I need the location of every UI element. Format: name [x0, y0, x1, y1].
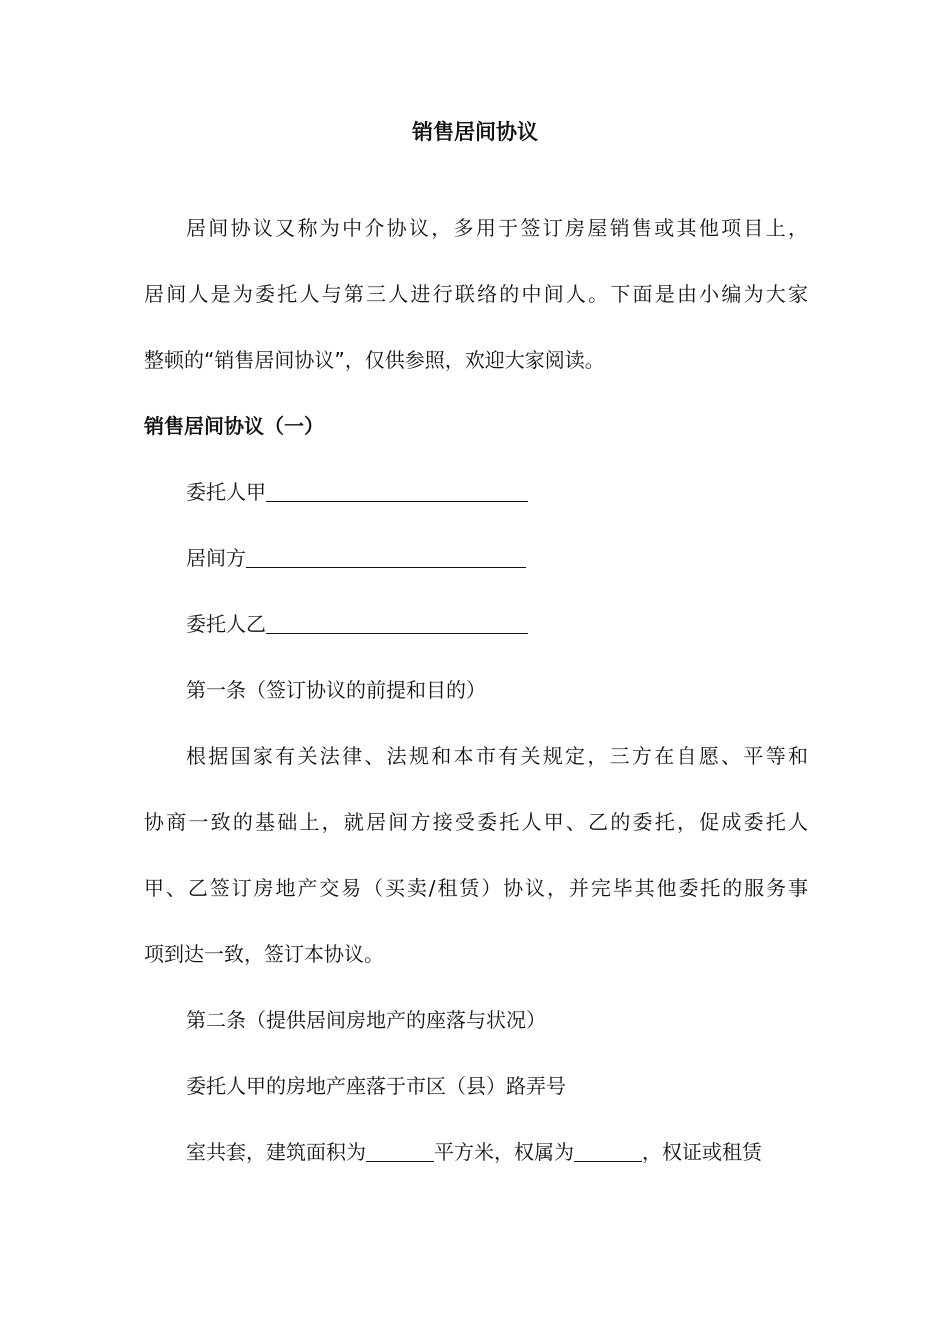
intermediary-blank	[246, 545, 526, 568]
article1-line-1: 根据国家有关法律、法规和本市有关规定，三方在自愿、平等和	[186, 744, 808, 768]
article1-heading: 第一条（签订协议的前提和目的）	[186, 678, 486, 702]
document-title: 销售居间协议	[412, 120, 538, 144]
article2-area-line	[186, 1134, 808, 1170]
party-b-label: 委托人乙	[186, 612, 266, 636]
article2-heading: 第二条（提供居间房地产的座落与状况）	[186, 1008, 546, 1032]
party-a-blank	[266, 479, 528, 502]
article1-line-4: 项到达一致，签订本协议。	[144, 942, 384, 966]
intro-line-3: 整顿的“销售居间协议”，仅供参照，欢迎大家阅读。	[144, 348, 605, 372]
area-text-3: ，权证或租赁	[642, 1140, 762, 1164]
ownership-blank	[574, 1139, 642, 1162]
intro-line-2: 居间人是为委托人与第三人进行联络的中间人。下面是由小编为大家	[144, 282, 808, 306]
party-a-field	[186, 474, 808, 510]
area-text-1: 室共套，建筑面积为	[186, 1140, 366, 1164]
intermediary-field	[186, 540, 808, 576]
party-a-label: 委托人甲	[186, 480, 266, 504]
party-b-blank	[266, 611, 528, 634]
area-blank	[366, 1139, 434, 1162]
section-heading: 销售居间协议（一）	[144, 414, 324, 438]
area-text-2: 平方米，权属为	[434, 1140, 574, 1164]
intermediary-label: 居间方	[186, 546, 246, 570]
article1-line-3: 甲、乙签订房地产交易（买卖/租赁）协议，并完毕其他委托的服务事	[144, 876, 808, 900]
party-b-field	[186, 606, 808, 642]
article1-line-2: 协商一致的基础上，就居间方接受委托人甲、乙的委托，促成委托人	[144, 810, 808, 834]
article2-location-line: 委托人甲的房地产座落于市区（县）路弄号	[186, 1074, 566, 1098]
intro-line-1: 居间协议又称为中介协议，多用于签订房屋销售或其他项目上，	[186, 216, 808, 240]
